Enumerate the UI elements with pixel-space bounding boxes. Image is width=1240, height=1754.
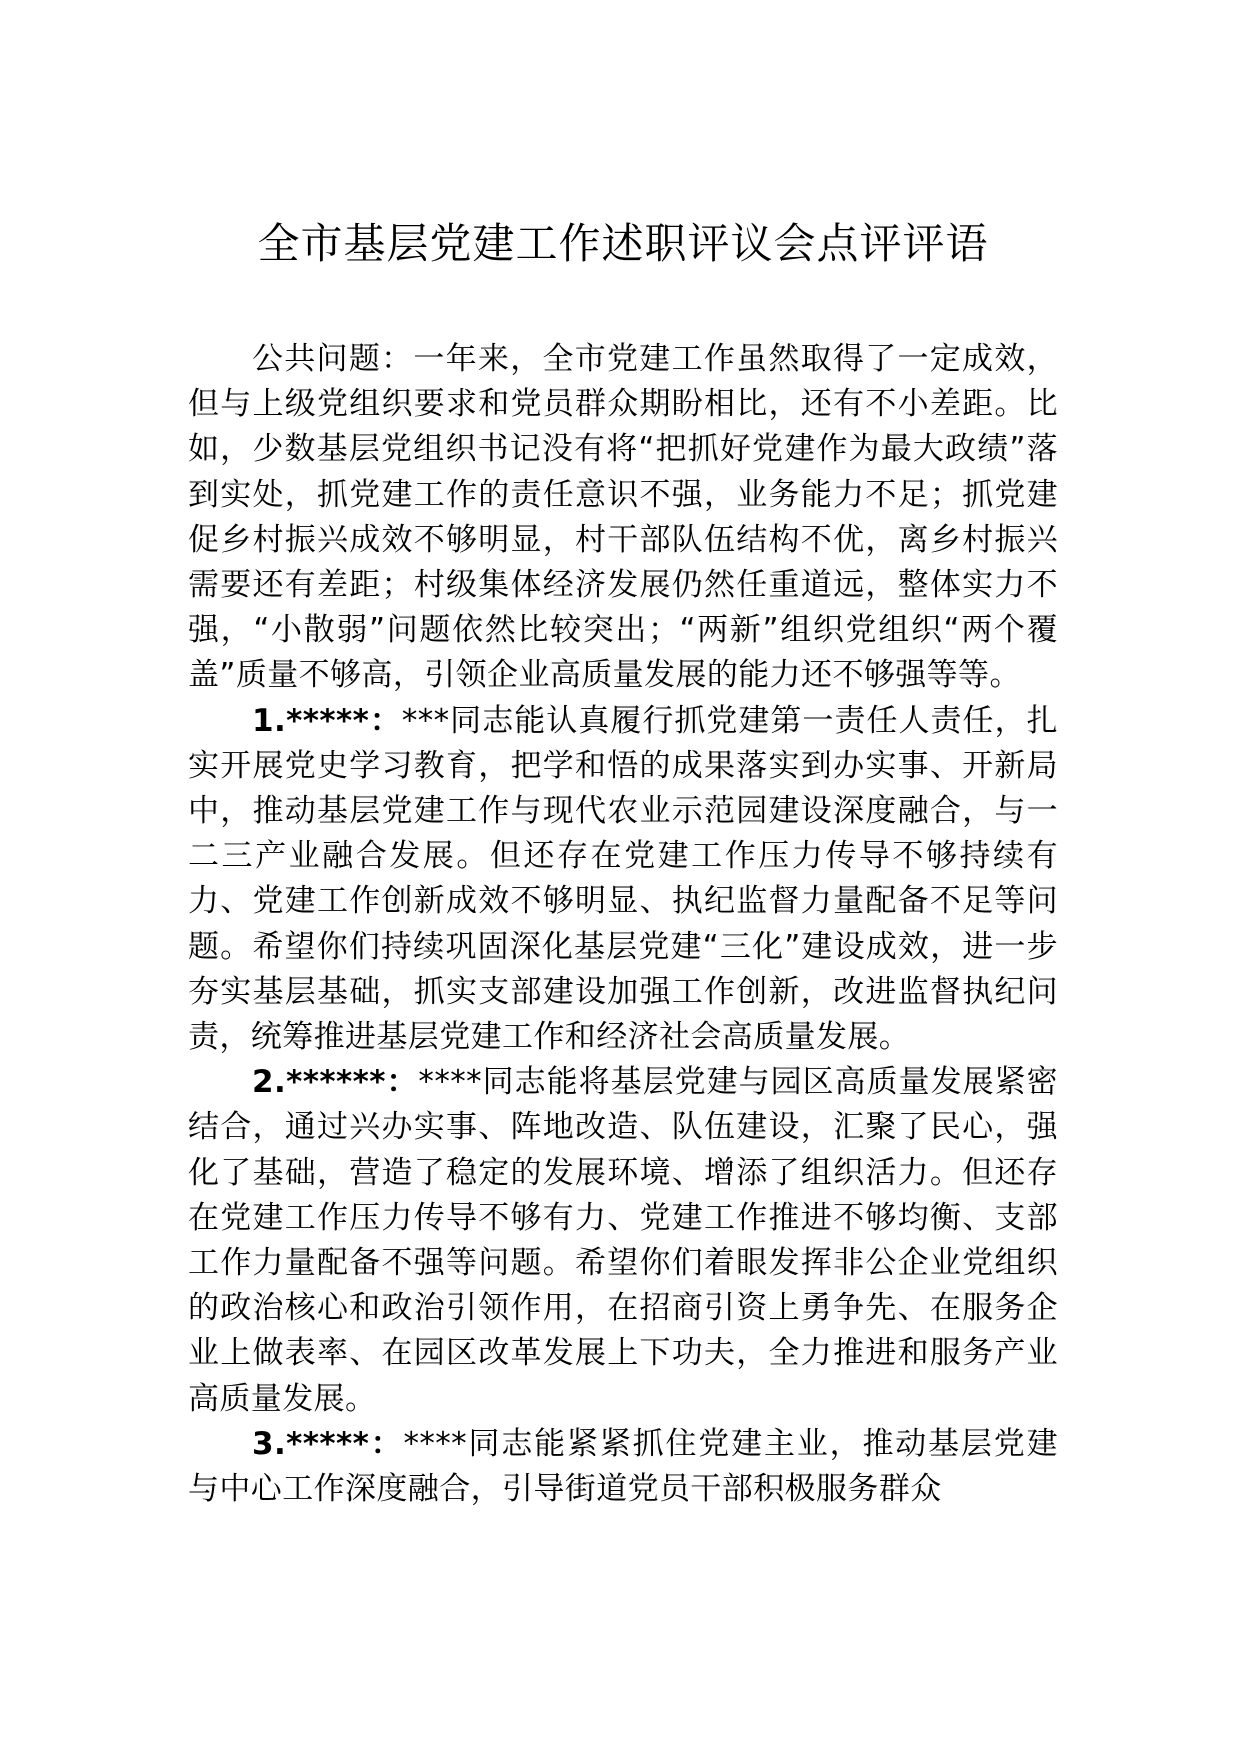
document-page [188, 0, 1058, 1754]
paragraph-text: 公共问题：一年来，全市党建工作虽然取得了一定成效，但与上级党组织要求和党员群众期盼相比，还有不小差距。比如，少数基层党组织书记没有将“把抓好党建作为最大政绩”落到实处，抓党建工作的责任意识不强，业务能力不足；抓党建促乡村振兴成效不够明显，村干部队伍结构不优，离乡村振兴需要还有差距；村级集体经济发展仍然任重道远，整体实力不强，“小散弱”问题依然比较突出；“两新”组织党组织“两个覆盖”质量不够高，引领企业高质量发展的能力还不够强等等。 [188, 341, 1058, 694]
document-body [188, 337, 1058, 1512]
paragraph-comment-3 [188, 1422, 1058, 1512]
document-title: 全市基层党建工作述职评议会点评评语 [257, 219, 989, 268]
paragraph-text: ****同志能将基层党建与园区高质量发展紧密结合，通过兴办实事、阵地改造、队伍建设，汇聚了民心，强化了基础，营造了稳定的发展环境、增添了组织活力。但还存在党建工作压力传导不够有力、党建工作推进不够均衡、支部工作力量配备不强等问题。希望你们着眼发挥非公企业党组织的政治核心和政治引领作用，在招商引资上勇争先、在服务企业上做表率、在园区改革发展上下功夫，全力推进和服务产业高质量发展。 [188, 1064, 1058, 1417]
paragraph-text: ****同志能紧紧抓住党建主业，推动基层党建与中心工作深度融合，引导街道党员干部积极服务群众 [188, 1425, 1058, 1508]
paragraph-comment-1 [188, 699, 1058, 1061]
paragraph-label: 3.*****： [252, 1425, 404, 1462]
paragraph-text: ***同志能认真履行抓党建第一责任人责任，扎实开展党史学习教育，把学和悟的成果落实到办实事、开新局中，推动基层党建工作与现代农业示范园建设深度融合，与一二三产业融合发展。但还存在党建工作压力传导不够持续有力、党建工作创新成效不够明显、执纪监督力量配备不足等问题。希望你们持续巩固深化基层党建“三化”建设成效，进一步夯实基层基础，抓实支部建设加强工作创新，改进监督执纪问责，统筹推进基层党建工作和经济社会高质量发展。 [188, 702, 1058, 1056]
paragraph-label: 1.*****： [252, 702, 402, 739]
paragraph-comment-2 [188, 1060, 1058, 1422]
paragraph-label: 2.******： [252, 1064, 419, 1101]
paragraph-common-issues [188, 337, 1058, 699]
